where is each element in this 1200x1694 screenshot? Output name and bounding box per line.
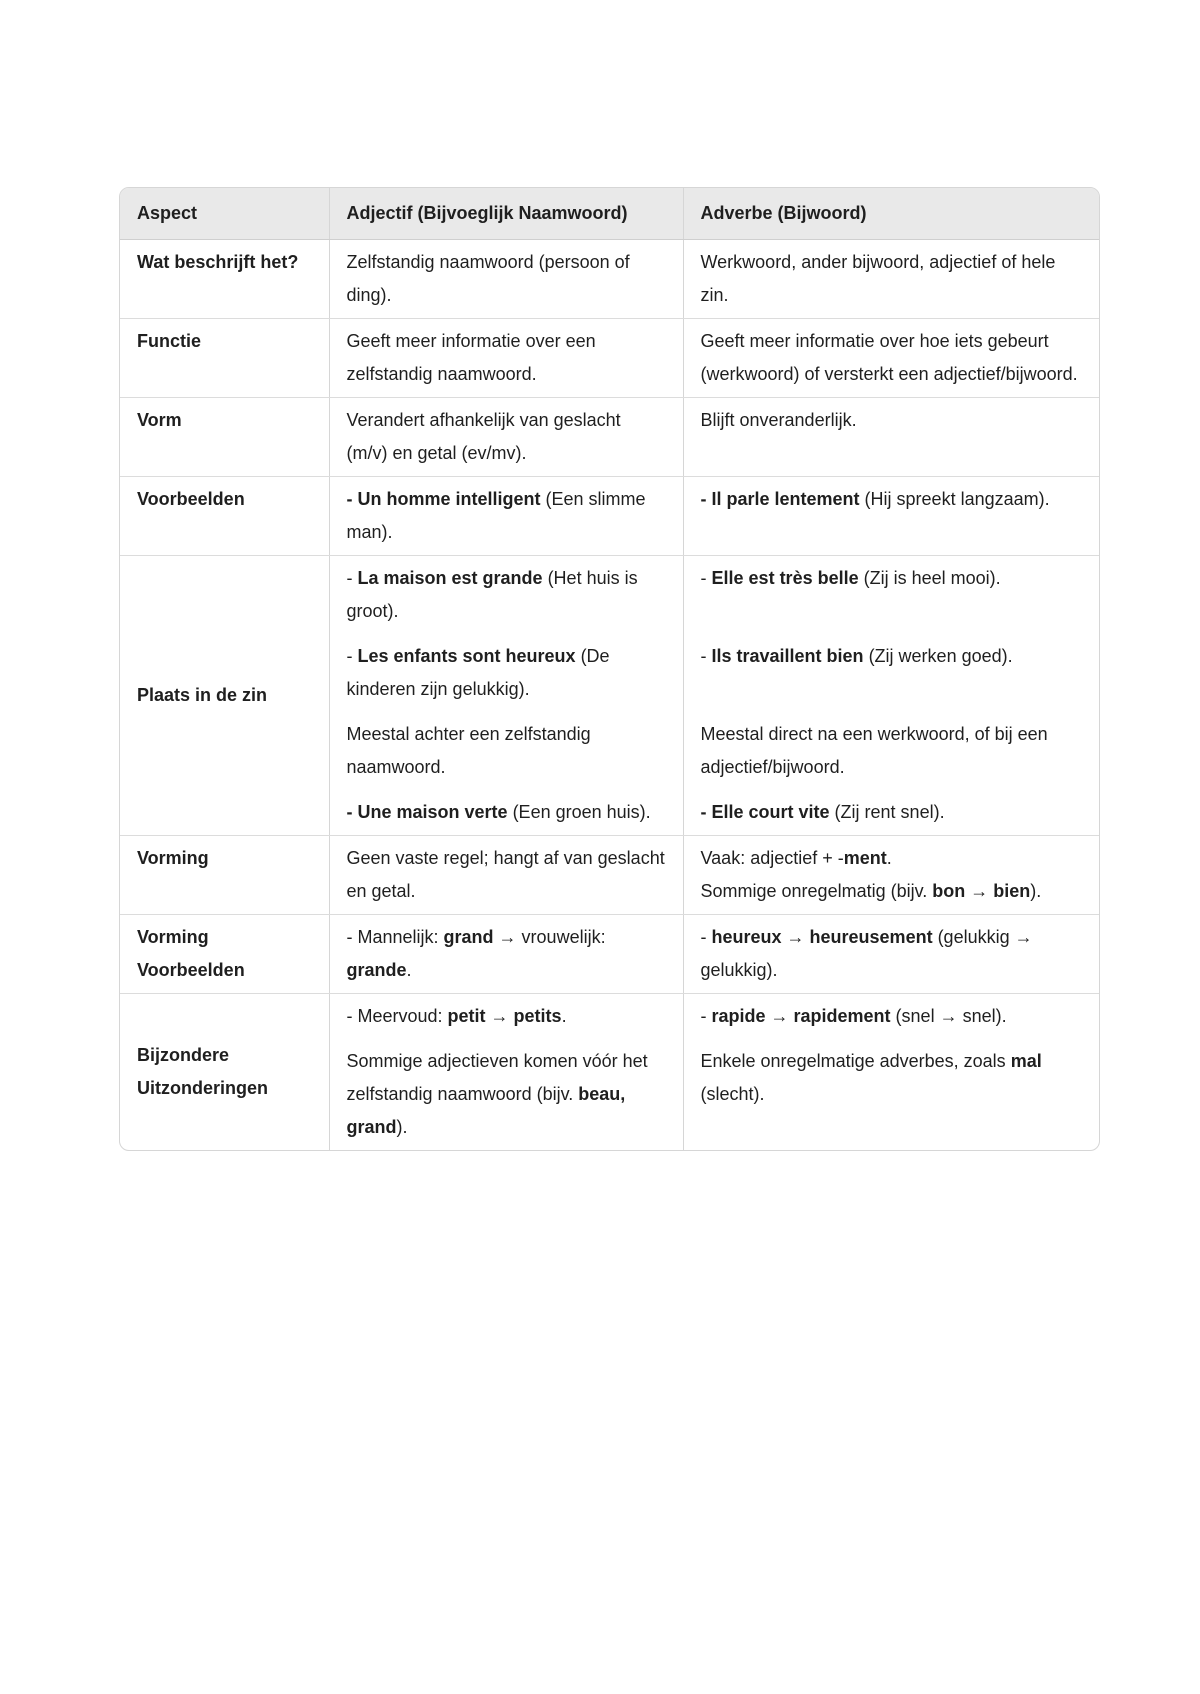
adjectif-cell (329, 556, 683, 836)
example-bold: grande (346, 960, 407, 980)
plain-text: → vrouwelijk: (493, 927, 606, 947)
adverbe-cell: Geeft meer informatie over hoe iets gebeurt (werkwoord) of versterkt een adjectief/bijwoord. (683, 319, 1099, 398)
example-translation: (Een slimme man). (346, 489, 646, 542)
plain-text: ). (1030, 881, 1042, 901)
example-translation: (Het huis is groot). (346, 568, 638, 621)
cell-stack (347, 562, 666, 829)
plain-text: (slecht). (700, 1084, 765, 1104)
comparison-table (120, 188, 1099, 1150)
example-bold: Elle (711, 568, 744, 588)
example-translation: (Een groen huis). (507, 802, 651, 822)
table-header (120, 188, 1099, 240)
cell-line (701, 842, 1083, 875)
table-row (120, 836, 1099, 915)
cell-paragraph (347, 1045, 666, 1144)
adverbe-cell (683, 994, 1099, 1151)
adjectif-cell (329, 994, 683, 1151)
cell-paragraph (347, 562, 666, 628)
plain-text: Enkele onregelmatige adverbes, zoals (700, 1051, 1011, 1071)
aspect-cell: Vorm (120, 398, 329, 477)
example-bold: petit → petits (447, 1006, 562, 1026)
example-translation: (gelukkig → gelukkig). (700, 927, 1033, 980)
adverbe-cell (683, 556, 1099, 836)
plain-text: - Meervoud: (346, 1006, 448, 1026)
dash-text: - (346, 646, 358, 666)
table-row (120, 556, 1099, 836)
adjectif-cell: Zelfstandig naamwoord (persoon of ding). (329, 240, 683, 319)
aspect-cell: Vorming Voorbeelden (120, 915, 329, 994)
example-translation: (Hij spreekt langzaam). (859, 489, 1050, 509)
example-translation: (Zij is heel mooi). (858, 568, 1001, 588)
dash-text: - (700, 1006, 712, 1026)
example-bold: La maison est grande (357, 568, 543, 588)
header-aspect: Aspect (120, 188, 329, 240)
comparison-table-container (119, 187, 1100, 1151)
cell-paragraph (701, 640, 1083, 673)
table-row (120, 319, 1099, 398)
adjectif-cell: Verandert afhankelijk van geslacht (m/v) en getal (ev/mv). (329, 398, 683, 477)
table-row (120, 994, 1099, 1151)
cell-stack (701, 1000, 1083, 1111)
plain-text: Sommige adjectieven komen vóór het zelfstandig naamwoord (bijv. (346, 1051, 648, 1104)
cell-paragraph (347, 640, 666, 706)
adjectif-cell: Geeft meer informatie over een zelfstandig naamwoord. (329, 319, 683, 398)
example-bold: - Un homme intelligent (346, 489, 541, 509)
example-bold: Les enfants sont heureux (357, 646, 576, 666)
example-bold: Ils travaillent bien (711, 646, 864, 666)
cell-paragraph: Meestal direct na een werkwoord, of bij een adjectief/bijwoord. (700, 724, 1048, 777)
example-bold: - Il parle lentement (700, 489, 860, 509)
plain-text: - Mannelijk: (346, 927, 444, 947)
example-bold: beau, grand (346, 1084, 626, 1137)
dash-text: - (700, 646, 712, 666)
dash-text: - (346, 568, 358, 588)
header-adjectif: Adjectif (Bijvoeglijk Naamwoord) (329, 188, 683, 240)
table-body (120, 240, 1099, 1151)
cell-paragraph (701, 562, 1083, 595)
example-bold: - Une maison verte (346, 802, 508, 822)
table-row (120, 240, 1099, 319)
table-row (120, 477, 1099, 556)
plain-text: . (406, 960, 412, 980)
plain-text: . (561, 1006, 567, 1026)
example-bold: rapide → rapidement (711, 1006, 891, 1026)
cell-line (701, 875, 1083, 908)
adverbe-cell (683, 836, 1099, 915)
aspect-cell: Voorbeelden (120, 477, 329, 556)
cell-paragraph (347, 796, 666, 829)
adjectif-cell (329, 915, 683, 994)
dash-text: - (700, 568, 712, 588)
adjectif-cell (329, 477, 683, 556)
adjectif-cell: Geen vaste regel; hangt af van geslacht en getal. (329, 836, 683, 915)
plain-text: Vaak: adjectief + - (700, 848, 844, 868)
example-translation: (snel → snel). (890, 1006, 1007, 1026)
adverbe-cell: Blijft onveranderlijk. (683, 398, 1099, 477)
cell-paragraph (701, 1045, 1083, 1111)
table-row (120, 398, 1099, 477)
header-row (120, 188, 1099, 240)
example-bold: heureux → heureusement (711, 927, 933, 947)
example-bold: - Elle court vite (700, 802, 830, 822)
example-bold: mal (1010, 1051, 1042, 1071)
plain-text: ). (396, 1117, 408, 1137)
example-translation: (Zij rent snel). (829, 802, 945, 822)
example-translation: (Zij werken goed). (863, 646, 1013, 666)
aspect-cell: Functie (120, 319, 329, 398)
cell-paragraph (701, 796, 1083, 829)
aspect-cell: Bijzondere Uitzonderingen (120, 994, 329, 1151)
adverbe-cell: Werkwoord, ander bijwoord, adjectief of hele zin. (683, 240, 1099, 319)
cell-stack (701, 562, 1083, 829)
dash-text: - (700, 927, 712, 947)
example-translation: (De kinderen zijn gelukkig). (346, 646, 610, 699)
cell-stack (347, 1000, 666, 1144)
adverbe-cell (683, 477, 1099, 556)
cell-paragraph (701, 1000, 1083, 1033)
cell-paragraph: Meestal achter een zelfstandig naamwoord. (346, 724, 591, 777)
adverbe-cell (683, 915, 1099, 994)
plain-text: . (886, 848, 892, 868)
header-adverbe: Adverbe (Bijwoord) (683, 188, 1099, 240)
plain-text: Sommige onregelmatig (bijv. (700, 881, 933, 901)
example-bold: grand (443, 927, 494, 947)
example-bold: est très belle (748, 568, 859, 588)
aspect-cell: Wat beschrijft het? (120, 240, 329, 319)
example-bold: bon → bien (932, 881, 1031, 901)
aspect-cell: Vorming (120, 836, 329, 915)
cell-paragraph (347, 1000, 666, 1033)
suffix-bold: ment (843, 848, 887, 868)
aspect-cell: Plaats in de zin (120, 556, 329, 836)
table-row (120, 915, 1099, 994)
